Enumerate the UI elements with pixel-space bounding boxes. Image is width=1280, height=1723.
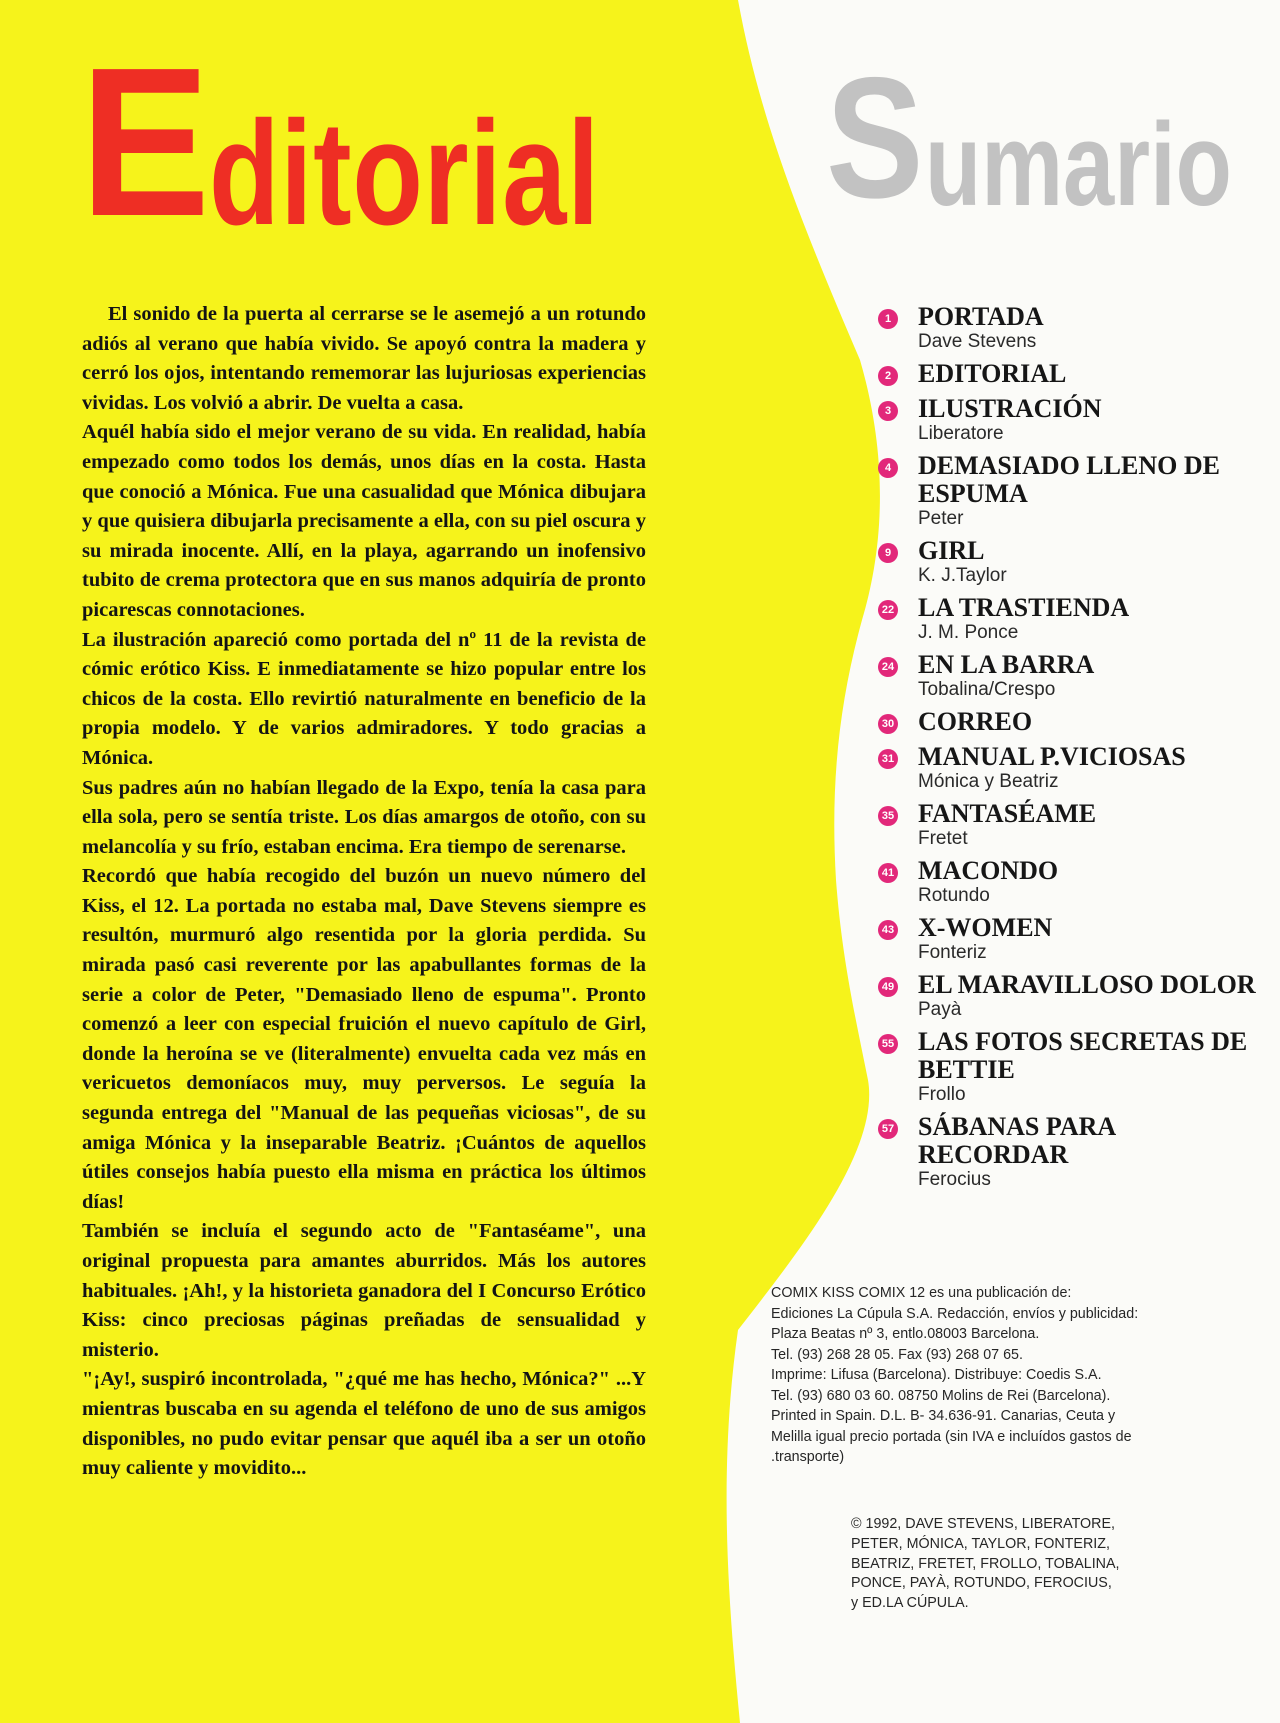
toc-item [881,799,1258,850]
page-number-badge: 2 [878,366,898,386]
toc-item [884,451,1258,530]
credits-line: COMIX KISS COMIX 12 es una publicación de: [771,1285,1072,1301]
credits-line: Melilla igual precio portada (sin IVA e incluídos gastos de [771,1428,1132,1445]
editorial-heading [80,23,711,260]
editorial-text [82,300,646,1484]
page-number-badge: 31 [878,749,898,769]
credits-line: Tel. (93) 680 03 60. 08750 Molins de Rei (Barcelona). [771,1387,1111,1404]
page-number-badge: 24 [878,657,898,677]
credits-line: .transporte) [771,1449,845,1465]
page-number-badge: 55 [878,1034,898,1054]
toc-title: X-WOMEN [918,913,1053,942]
editorial-paragraph: El sonido de la puerta al cerrarse se le asemejó a un rotundo adiós al verano que había vivido. Se apoyó contra la madera y cerró los ojos, intentando rememorar las lujuriosas experiencias vividas. Los volvió a abrir. De vuelta a casa. [82,303,646,414]
toc-author: Tobalina/Crespo [918,679,1056,700]
toc-title: LA TRASTIENDA [918,593,1130,622]
sumario-heading [826,42,1280,234]
editorial-paragraph: "¡Ay!, suspiró incontrolada, "¿qué me has hecho, Mónica?" ...Y mientras buscaba en su agenda el teléfono de uno de sus amigos disponibles, no pudo evitar pensar que aquél iba a ser un otoño muy caliente y movidito... [82,1368,646,1480]
toc-title: FANTASÉAME [918,799,1097,828]
toc-title: GIRL [918,536,985,565]
editorial-paragraph: Aquél había sido el mejor verano de su vida. En realidad, había empezado como todos los demás, unos días en la costa. Hasta que conoció a Mónica. Fue una casualidad que Mónica dibujara y que quisiera dibujarla precisamente a ella, con su piel oscura y su mirada inocente. Allí, en la playa, agarrando un inofensivo tubito de crema protectora que en sus manos adquiría de pronto picarescas connotaciones. [82,421,646,621]
editorial-heading-initial: E [80,23,211,260]
page-number-badge: 57 [878,1119,898,1139]
toc-item [881,1027,1258,1106]
page-number-badge: 41 [878,863,898,883]
editorial-paragraph: Recordó que había recogido del buzón un nuevo número del Kiss, el 12. La portada no estaba mal, Dave Stevens siempre es resultón, murmuró algo resentida por la gloria perdida. Su mirada pasó casi reverente por las apabullantes formas de la serie a color de Peter, "Demasiado lleno de espuma". Pronto comenzó a leer con especial fruición el nuevo capítulo de Girl, donde la heroína se ve (literalmente) envuelta cada vez más en vericuetos demoníacos muy, muy perversos. Le seguía la segunda entrega del "Manual de las pequeñas viciosas", de su amiga Mónica y la inseparable Beatriz. ¡Cuántos de aquellos útiles consejos había puesto ella misma en práctica los últimos días! [82,865,646,1213]
toc-author: Ferocius [918,1169,991,1190]
toc-author: Fonteriz [918,942,987,963]
toc-item [881,707,1258,736]
credits-line: Printed in Spain. D.L. B- 34.636-91. Canarias, Ceuta y [771,1408,1116,1424]
toc-item [884,536,1258,587]
page-number-badge: 30 [878,714,898,734]
toc-title: DEMASIADO LLENO DE ESPUMA [918,451,1220,508]
toc-author: Dave Stevens [918,331,1037,352]
editorial-paragraph: Sus padres aún no habían llegado de la Expo, tenía la casa para ella sola, pero se sentía triste. Los días amargos de otoño, con su melancolía y su frío, estaban encima. Era tiempo de serenarse. [82,776,646,858]
toc-title: LAS FOTOS SECRETAS DE BETTIE [918,1027,1248,1084]
toc-item [884,394,1258,445]
toc-author: Rotundo [918,885,990,906]
toc-item [881,742,1258,793]
copyright-line: y ED.LA CÚPULA. [851,1595,969,1612]
toc-author: Payà [918,999,962,1020]
toc-item [884,302,1258,353]
sumario-heading-rest: umario [924,99,1232,231]
toc-title: CORREO [918,707,1033,736]
toc-item [881,650,1258,701]
toc-author: Frollo [918,1084,966,1105]
credits-line: Tel. (93) 268 28 05. Fax (93) 268 07 65. [771,1346,1023,1363]
editorial-heading-rest: ditorial [209,91,601,256]
copyright-line: BEATRIZ, FRETET, FROLLO, TOBALINA, [851,1555,1120,1572]
toc-author: Fretet [918,828,968,849]
publication-credits [771,1283,1255,1468]
toc-title: ILUSTRACIÓN [918,394,1102,423]
toc-title: PORTADA [918,302,1044,331]
toc-item [881,913,1258,964]
page-number-badge: 9 [878,543,898,563]
toc-author: Peter [918,508,964,529]
credits-line: Plaza Beatas nº 3, entlo.08003 Barcelona. [771,1326,1040,1342]
copyright-notice [851,1515,1241,1614]
toc-item [881,856,1258,907]
copyright-line: © 1992, DAVE STEVENS, LIBERATORE, [851,1516,1116,1532]
toc-item [881,970,1258,1021]
copyright-line: PONCE, PAYÀ, ROTUNDO, FEROCIUS, [851,1575,1112,1592]
toc-title: EL MARAVILLOSO DOLOR [918,970,1256,999]
toc-title: SÁBANAS PARA RECORDAR [918,1112,1115,1169]
toc-item [881,1112,1258,1191]
toc-title: EDITORIAL [918,359,1067,388]
toc-title: MANUAL P.VICIOSAS [918,742,1186,771]
page-number-badge: 4 [878,458,898,478]
toc-item [884,359,1258,388]
page-number-badge: 35 [878,806,898,826]
page-number-badge: 49 [878,977,898,997]
toc-title: EN LA BARRA [918,650,1095,679]
toc-item [881,593,1258,644]
editorial-paragraph: La ilustración apareció como portada del nº 11 de la revista de cómic erótico Kiss. E inmediatamente se hizo popular entre los chicos de la costa. Ello revirtió naturalmente en beneficio de la propia modelo. Y de varios admiradores. Y todo gracias a Mónica. [82,628,646,769]
credits-line: Imprime: Lifusa (Barcelona). Distribuye: Coedis S.A. [771,1367,1102,1383]
page-number-badge: 43 [878,920,898,940]
toc-author: J. M. Ponce [918,622,1019,643]
sumario-heading-initial: S [826,42,924,234]
page-number-badge: 1 [878,309,898,329]
page-number-badge: 3 [878,401,898,421]
credits-line: Ediciones La Cúpula S.A. Redacción, envíos y publicidad: [771,1305,1139,1322]
page-number-badge: 22 [878,600,898,620]
copyright-line: PETER, MÓNICA, TAYLOR, FONTERIZ, [851,1535,1110,1552]
toc-title: MACONDO [918,856,1059,885]
toc-author: K. J.Taylor [918,565,1007,586]
table-of-contents [881,302,1258,1198]
toc-author: Liberatore [918,423,1004,444]
editorial-paragraph: También se incluía el segundo acto de "Fantaséame", una original propuesta para amantes aburridos. Más los autores habituales. ¡Ah!, y la historieta ganadora del I Concurso Erótico Kiss: cinco preciosas páginas preñadas de sensualidad y misterio. [82,1220,646,1361]
toc-author: Mónica y Beatriz [918,771,1059,792]
